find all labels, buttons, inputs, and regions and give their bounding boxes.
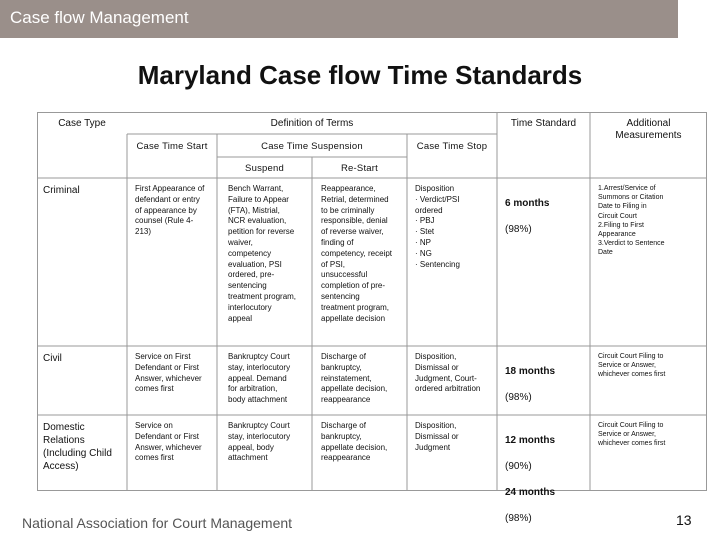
slide-title: Maryland Case flow Time Standards: [137, 60, 583, 90]
row-domestic-start: Service on Defendant or First Answer, whichever comes first: [135, 421, 202, 463]
row-civil-standard: [505, 352, 589, 404]
header-case-time-stop: Case Time Stop: [416, 141, 488, 152]
row-domestic-restart: Discharge of bankruptcy, appellate decision, reappearance: [321, 421, 388, 463]
header-title: Case flow Management: [10, 8, 189, 27]
row-criminal-stop: Disposition · Verdict/PSI ordered · PBJ · Stet · NP · NG · Sentencing: [415, 184, 460, 269]
row-domestic-standard-sub2: (98%): [505, 513, 532, 524]
row-domestic-standard: [505, 421, 589, 525]
row-criminal-standard-sub: (98%): [505, 224, 532, 235]
row-civil-restart: Discharge of bankruptcy, reinstatement, appellate decision, reappearance: [321, 352, 388, 405]
row-civil-standard-main: 18 months: [505, 366, 556, 377]
row-criminal-standard-main: 6 months: [505, 198, 550, 209]
header-case-time-suspension: Case Time Suspension: [261, 141, 363, 152]
row-civil-type: Civil: [43, 353, 62, 364]
page-number: 13: [676, 512, 692, 528]
row-domestic-suspend: Bankruptcy Court stay, interlocutory appeal, body attachment: [228, 421, 291, 463]
row-domestic-stop: Disposition, Dismissal or Judgment: [415, 421, 459, 452]
row-civil-standard-sub: (98%): [505, 392, 532, 403]
row-domestic-type: Domestic Relations (Including Child Access): [43, 422, 112, 472]
row-civil-suspend: Bankruptcy Court stay, interlocutory appeal. Demand for arbitration, body attachment: [228, 352, 291, 405]
row-criminal-type: Criminal: [43, 185, 80, 196]
row-civil-measurements: Circuit Court Filing to Service or Answer, whichever comes first: [598, 353, 666, 379]
row-civil-stop: Disposition, Dismissal or Judgment, Court- ordered arbitration: [415, 352, 481, 394]
header-restart: Re-Start: [341, 163, 378, 174]
header-additional-measurements: Additional Measurements: [615, 118, 682, 141]
footer-organization: National Association for Court Management: [22, 515, 293, 531]
row-domestic-measurements: Circuit Court Filing to Service or Answer, whichever comes first: [598, 422, 666, 448]
row-domestic-standard-main2: 24 months: [505, 487, 556, 498]
header-case-type: Case Type: [58, 118, 106, 129]
row-criminal-standard: [505, 184, 589, 236]
header-time-standard: Time Standard: [510, 118, 577, 129]
header-suspend: Suspend: [245, 163, 284, 174]
row-criminal-measurements: 1.Arrest/Service of Summons or Citation Date to Filing in Circuit Court 2.Filing to First Appearance 3.Verdict to Sentence Date: [598, 185, 665, 257]
row-criminal-suspend: Bench Warrant, Failure to Appear (FTA), Mistrial, NCR evaluation, petition for reverse waiver, competency evaluation, PSI ordered, pre- sentencing treatment program, interlocutory appeal: [228, 184, 297, 323]
header-case-time-start: Case Time Start: [136, 141, 208, 152]
row-criminal-restart: Reappearance, Retrial, determined to be criminally responsible, denial of reverse waiver, finding of competency, receipt of PSI, unsuccessful completion of pre- sentencing treatment program, appellate decision: [321, 184, 392, 323]
row-domestic-standard-main: 12 months: [505, 435, 556, 446]
row-civil-start: Service on First Defendant or First Answer, whichever comes first: [135, 352, 202, 394]
header-bar: [0, 0, 678, 38]
row-criminal-start: First Appearance of defendant or entry of appearance by counsel (Rule 4- 213): [135, 184, 205, 237]
row-domestic-standard-sub: (90%): [505, 461, 532, 472]
header-definition: Definition of Terms: [270, 118, 354, 129]
